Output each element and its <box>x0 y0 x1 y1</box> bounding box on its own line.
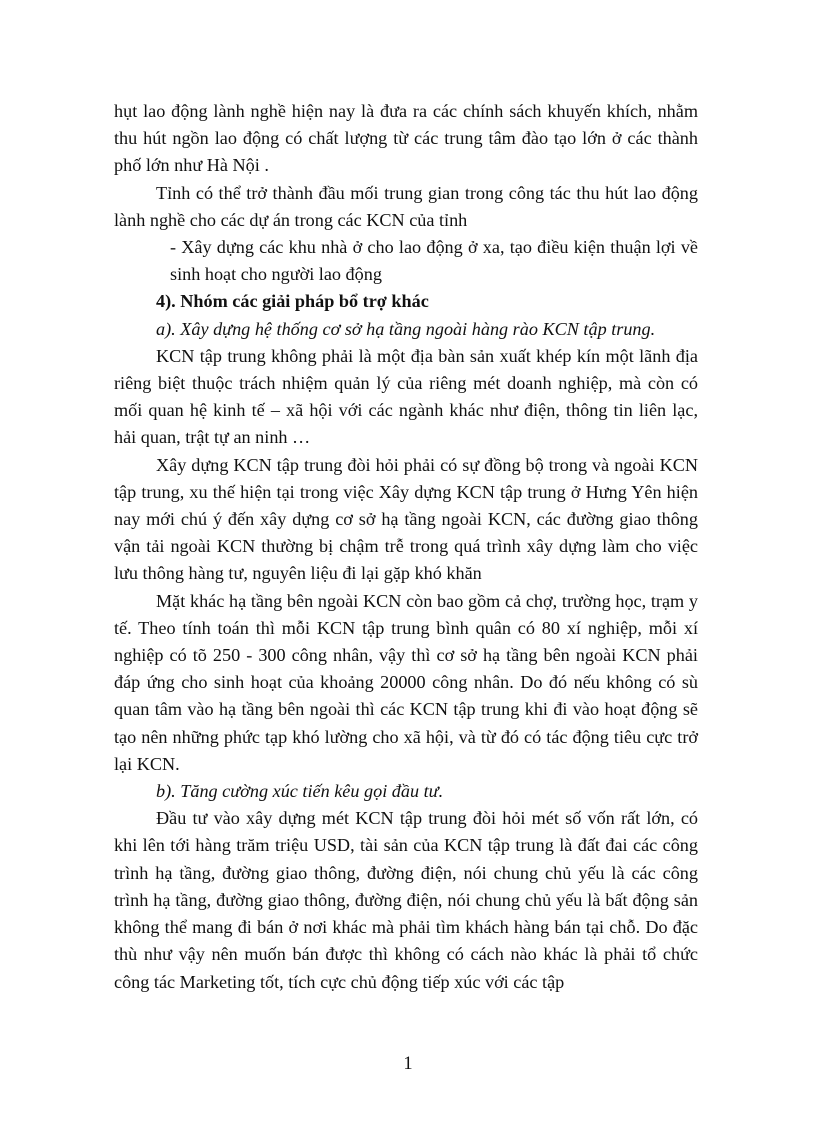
bullet-housing: - Xây dựng các khu nhà ở cho lao động ở xa, tạo điều kiện thuận lợi về sinh hoạt cho người lao động <box>170 237 698 285</box>
paragraph-investment: Đầu tư vào xây dựng mét KCN tập trung đòi hỏi mét số vốn rất lớn, có khi lên tới hàng trăm triệu USD, tài sản của KCN tập trung là đất đai các công trình hạ tầng, đường giao thông, đường điện, nói chung chủ yếu là các công trình hạ tầng, đường giao thông, đường điện, nói chung chủ yếu là bất động sản không thể mang đi bán ở nơi khác mà phải tìm khách hàng bán tại chỗ. Do đặc thù như vậy nên muốn bán được thì không có cách nào khác là phải tổ chức công tác Marketing tốt, tích cực chủ động tiếp xúc với các tập <box>114 808 698 992</box>
subheading-a: a). Xây dựng hệ thống cơ sở hạ tầng ngoài hàng rào KCN tập trung. <box>156 318 656 339</box>
section-heading: 4). Nhóm các giải pháp bổ trợ khác <box>156 291 429 312</box>
paragraph-synchronization: Xây dựng KCN tập trung đòi hỏi phải có sự đồng bộ trong và ngoài KCN tập trung, xu thế hiện tại trong việc Xây dựng KCN tập trung ở Hưng Yên hiện nay mới chú ý đến xây dựng cơ sở hạ tầng ngoài KCN, các đường giao thông vận tải ngoài KCN thường bị chậm trễ trong quá trình xây dựng làm cho việc lưu thông hàng tư, nguyên liệu đi lại gặp khó khăn <box>114 454 698 584</box>
paragraph-continuation: hụt lao động lành nghề hiện nay là đưa ra các chính sách khuyến khích, nhằm thu hút ngồn lao động có chất lượng từ các trung tâm đào tạo lớn ở các thành phố lớn như Hà Nội . <box>114 101 698 176</box>
subheading-b: b). Tăng cường xúc tiến kêu gọi đầu tư. <box>156 781 444 802</box>
body-text <box>114 98 698 996</box>
page-number: 1 <box>403 1054 413 1074</box>
paragraph-hub-role: Tỉnh có thể trở thành đầu mối trung gian trong công tác thu hút lao động lành nghề cho các dự án trong các KCN của tỉnh <box>114 182 698 230</box>
paragraph-kcn-not-closed: KCN tập trung không phải là một địa bàn sản xuất khép kín một lãnh địa riêng biệt thuộc trách nhiệm quản lý của riêng mét doanh nghiệp, mà còn có mối quan hệ kinh tế – xã hội với các ngành khác như điện, thông tin liên lạc, hải quan, trật tự an ninh … <box>114 345 698 448</box>
paragraph-external-infrastructure: Mặt khác hạ tầng bên ngoài KCN còn bao gồm cả chợ, trường học, trạm y tế. Theo tính toán thì mỗi KCN tập trung bình quân có 80 xí nghiệp, mỗi xí nghiệp có tõ 250 - 300 công nhân, vậy thì cơ sở hạ tầng bên ngoài KCN phải đáp ứng cho sinh hoạt của khoảng 20000 công nhân. Do đó nếu không có sù quan tâm vào hạ tầng bên ngoài thì các KCN tập trung khi đi vào hoạt động sẽ tạo nên những phức tạp khó lường cho xã hội, và từ đó có tác động tiêu cực trở lại KCN. <box>114 590 698 774</box>
